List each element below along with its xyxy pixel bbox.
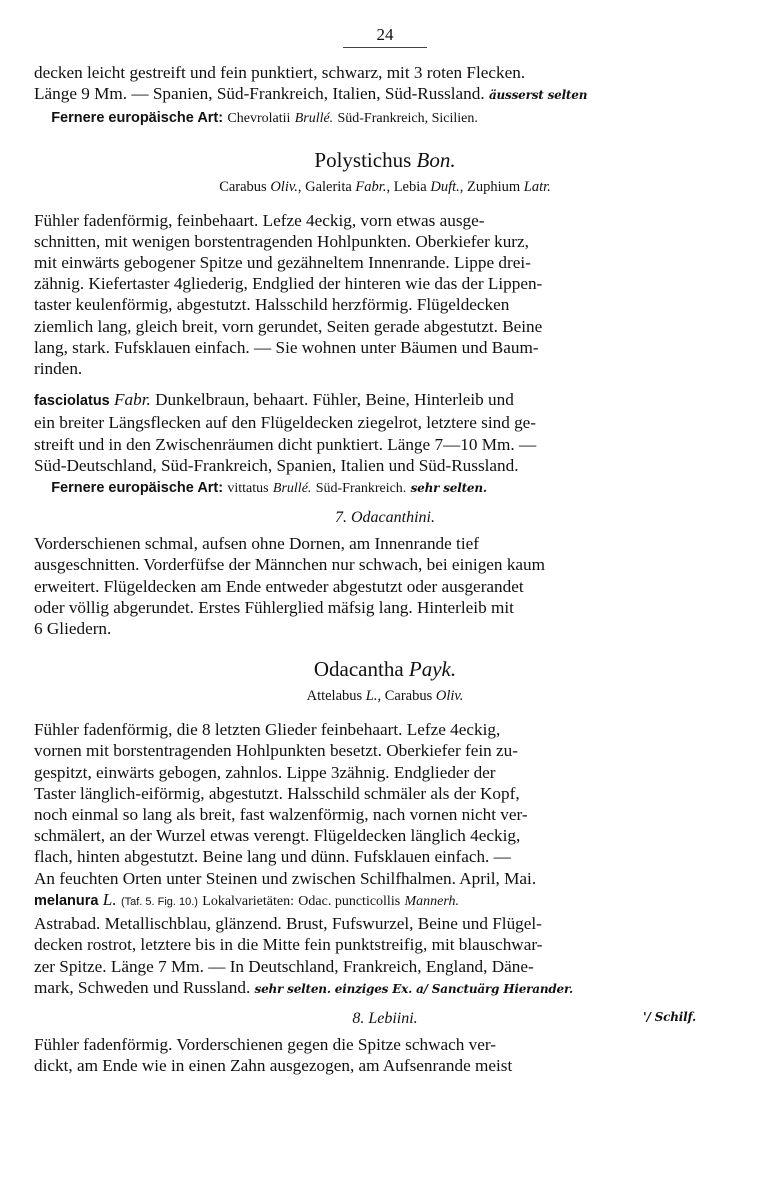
text-line: ziemlich lang, gleich breit, vorn gerundet, Seiten gerade abgestutzt. Beine bbox=[34, 316, 543, 336]
text-line: lang, stark. Fufsklauen einfach. — Sie wohnen unter Bäumen und Baum- bbox=[34, 337, 539, 357]
plate-reference: (Taf. 5. Fig. 10.) bbox=[120, 895, 198, 908]
text-line: dickt, am Ende wie in einen Zahn ausgezogen, am Aufsenrande meist bbox=[34, 1056, 513, 1076]
page-number: 24 bbox=[376, 25, 394, 44]
text-line: erweitert. Flügeldecken am Ende entweder abgestutzt oder ausgerandet bbox=[34, 576, 524, 596]
further-species-line: Fernere europäische Art: Chevrolatii Brullé. Süd-Frankreich, Sicilien. bbox=[51, 110, 478, 127]
tribe-description bbox=[34, 533, 736, 639]
text-line: ausgeschnitten. Vorderfüfse der Männchen nur schwach, bei einigen kaum bbox=[34, 555, 546, 575]
genus-synonyms: Carabus Oliv., Galerita Fabr., Lebia Duft., Zuphium Latr. bbox=[219, 178, 551, 195]
text-line: zer Spitze. Länge 7 Mm. — In Deutschland, Frankreich, England, Däne- bbox=[34, 956, 534, 976]
tribe-heading-odacanthini: 7. Odacanthini. bbox=[335, 509, 435, 527]
text-line: An feuchten Orten unter Steinen und zwischen Schilfhalmen. April, Mai. bbox=[34, 868, 537, 888]
tribe-heading-lebiini: 8. Lebiini. '/ Schilf. bbox=[352, 1009, 696, 1027]
text-line: ein breiter Längsflecken auf den Flügeldecken ziegelrot, letztere sind ge- bbox=[34, 413, 537, 433]
genus-heading-odacantha: Odacantha Payk. bbox=[313, 657, 457, 682]
text-line: mit einwärts gebogener Spitze und gezähneltem Innenrande. Lippe drei- bbox=[34, 253, 531, 273]
text-line: noch einmal so lang als breit, fast walzenförmig, nach vornen nicht ver- bbox=[34, 805, 528, 825]
text-line: zähnig. Kiefertaster 4gliederig, Endglied der hinteren wie das der Lippen- bbox=[34, 274, 543, 294]
genus-synonyms: Attelabus L., Carabus Oliv. bbox=[306, 688, 464, 705]
text-line: schmälert, an der Wurzel etwas verengt. Flügeldecken länglich 4eckig, bbox=[34, 826, 521, 846]
genus-description bbox=[34, 210, 736, 380]
book-page bbox=[34, 24, 736, 1076]
species-name: melanura bbox=[34, 892, 99, 909]
text-line: streift und in den Zwischenräumen dicht punktiert. Länge 7—10 Mm. — bbox=[34, 434, 537, 454]
text-line: gespitzt, einwärts gebogen, zahnlos. Lippe 3zähnig. Endglieder der bbox=[34, 762, 496, 782]
header-rule bbox=[343, 47, 427, 48]
species-entry-melanura bbox=[34, 889, 736, 1000]
text-line: decken rostrot, letztere bis in die Mitte fein punktstreifig, mit blauschwar- bbox=[34, 935, 543, 955]
text-line: 6 Gliedern. bbox=[34, 619, 112, 639]
text-line: Vorderschienen schmal, aufsen ohne Dornen, am Innenrande tief bbox=[34, 534, 479, 554]
text-line: melanura L. (Taf. 5. Fig. 10.) Lokalvarietäten: Odac. puncticollis Mannerh. bbox=[34, 889, 460, 909]
further-species-line: Fernere europäische Art: vittatus Brullé. Süd-Frankreich. sehr selten. bbox=[51, 480, 487, 497]
handwritten-note: '/ Schilf. bbox=[643, 1009, 696, 1024]
handwritten-note: sehr selten. bbox=[410, 481, 487, 496]
text-line: mark, Schweden und Russland. sehr selten. einziges Ex. a/ Sanctuärg Hierander. bbox=[34, 977, 573, 997]
handwritten-note: sehr selten. einziges Ex. a/ Sanctuärg Hierander. bbox=[254, 981, 573, 996]
text-line: Fühler fadenförmig, feinbehaart. Lefze 4eckig, vorn etwas ausge- bbox=[34, 210, 485, 230]
further-label: Fernere europäische Art: bbox=[51, 110, 224, 127]
text-line: taster keulenförmig, abgestutzt. Halsschild herzförmig. Flügeldecken bbox=[34, 295, 510, 315]
handwritten-note: äusserst selten bbox=[488, 88, 588, 103]
genus-heading-polystichus: Polystichus Bon. bbox=[314, 147, 456, 172]
text-line: Astrabad. Metallischblau, glänzend. Brust, Fufswurzel, Beine und Flügel- bbox=[34, 914, 542, 934]
species-entry-fasciolatus bbox=[34, 389, 736, 499]
genus-description bbox=[34, 719, 736, 889]
text-line: Taster länglich-eiförmig, abgestutzt. Halsschild schmäler als der Kopf, bbox=[34, 783, 520, 803]
text-line: rinden. bbox=[34, 359, 83, 379]
text-line: vornen mit borstentragenden Hohlpunkten besetzt. Oberkiefer fein zu- bbox=[34, 741, 518, 761]
text-line: fasciolatus Fabr. Dunkelbraun, behaart. Fühler, Beine, Hinterleib und bbox=[34, 390, 514, 410]
tribe-description bbox=[34, 1034, 736, 1076]
species-name: fasciolatus bbox=[34, 393, 110, 410]
text-line: oder völlig abgerundet. Erstes Fühlerglied mäfsig lang. Hinterleib mit bbox=[34, 597, 514, 617]
text-line: decken leicht gestreift und fein punktiert, schwarz, mit 3 roten Flecken. bbox=[34, 63, 526, 82]
text-line: Fühler fadenförmig, die 8 letzten Glieder feinbehaart. Lefze 4eckig, bbox=[34, 720, 501, 740]
continuation-paragraph bbox=[34, 62, 736, 130]
text-line: schnitten, mit wenigen borstentragenden Hohlpunkten. Oberkiefer kurz, bbox=[34, 231, 529, 251]
text-line: Länge 9 Mm. — Spanien, Süd-Frankreich, Italien, Süd-Russland. äusserst selten bbox=[34, 84, 588, 104]
text-line: flach, hinten abgestutzt. Beine lang und dünn. Fufsklauen einfach. — bbox=[34, 847, 511, 867]
text-line: Süd-Deutschland, Süd-Frankreich, Spanien, Italien und Süd-Russland. bbox=[34, 455, 519, 475]
text-line: Fühler fadenförmig. Vorderschienen gegen die Spitze schwach ver- bbox=[34, 1034, 496, 1054]
